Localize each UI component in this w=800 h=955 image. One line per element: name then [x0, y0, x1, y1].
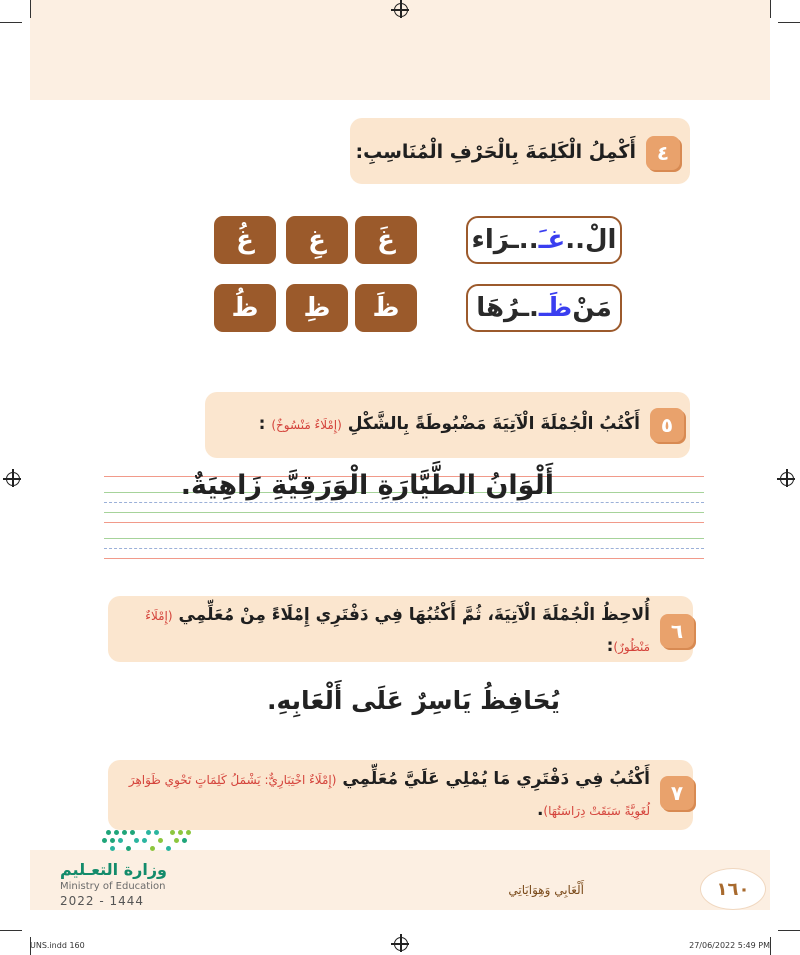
exercise-5-colon: : [258, 414, 266, 434]
exercise-6-number-badge: ٦ [660, 614, 694, 648]
exercise-5-instruction-text: أَكْتُبُ الْجُمْلَةَ الْآتِيَةَ مَضْبُوطَةً بِالشَّكْلِ [347, 414, 640, 434]
ministry-name-ar: وزارة التعـليم [60, 860, 167, 879]
guide-line [104, 558, 704, 559]
trim-mark [0, 930, 22, 931]
letter-option[interactable]: ظُ [214, 284, 276, 332]
print-timestamp: 27/06/2022 5:49 PM [689, 941, 770, 950]
trim-mark [770, 0, 771, 18]
registration-mark-icon [394, 3, 408, 17]
registration-mark-icon [780, 472, 794, 486]
word-end: .ـرُهَا [476, 293, 539, 323]
exercise-7-note: (إِمْلَاءٌ اخْتِبَارِيٌّ: يَشْمَلُ كَلِمَاتٍ تَحْوِي ظَوَاهِرَ لُغَوِيَّةً سَبَقَتْ دِرَاسَتُهَا) [128, 773, 650, 818]
ministry-logo-icon [100, 826, 196, 858]
exercise-5-instruction [259, 414, 640, 434]
word-start: مَنْ [572, 293, 612, 323]
exercise-7-instruction-text: أَكْتُبُ فِي دَفْتَرِي مَا يُمْلِي عَلَيَّ مُعَلِّمِي [342, 769, 650, 789]
letter-option[interactable]: غِ [286, 216, 348, 264]
exercise-6-note: (إِمْلَاءٌ مَنْظُورٌ) [145, 609, 650, 654]
letter-option[interactable]: ظَ [355, 284, 417, 332]
exercise-5-note: (إِمْلَاءٌ مَنْسُوخٌ) [271, 418, 342, 432]
letter-option[interactable]: غُ [214, 216, 276, 264]
letter-option[interactable]: غَ [355, 216, 417, 264]
exercise-5-sentence: أَلْوَانُ الطَّيَّارَةِ الْوَرَقِيَّةِ زَاهِيَةٌ. [180, 470, 554, 501]
exercise-6-instruction-text: أُلاحِظُ الْجُمْلَةَ الْآتِيَةَ، ثُمَّ أَكْتُبُهَا فِي دَفْتَرِي إِمْلَاءً مِنْ مُعَلِّمِي [178, 605, 650, 625]
trim-mark [778, 22, 800, 23]
exercise-5-number-badge: ٥ [650, 408, 684, 442]
page-number-text: ١٦٠ [716, 878, 750, 900]
word-blank: ظَـ [538, 293, 573, 323]
word-box-2 [466, 284, 622, 332]
print-file-name: UNS.indd 160 [30, 941, 85, 950]
exercise-6-instruction [110, 600, 650, 662]
registration-mark-icon [394, 937, 408, 951]
trim-mark [30, 0, 31, 18]
ministry-name-en: Ministry of Education [60, 881, 166, 892]
guide-line [104, 512, 704, 513]
exercise-6-sentence: يُحَافِظُ يَاسِرٌ عَلَى أَلْعَابِهِ. [266, 686, 560, 715]
exercise-7-number-badge: ٧ [660, 776, 694, 810]
word-start: الْ.. [565, 225, 617, 255]
trim-mark [778, 930, 800, 931]
edition-year: 2022 - 1444 [60, 894, 145, 908]
unit-title: أَلْعَابِي وَهِوَايَاتِي [508, 883, 584, 897]
page-number [700, 868, 766, 910]
guide-line [104, 538, 704, 539]
exercise-4-instruction: أَكْمِلُ الْكَلِمَةَ بِالْحَرْفِ الْمُنَاسِبِ: [355, 141, 636, 163]
registration-mark-icon [6, 472, 20, 486]
exercise-6-colon: : [606, 636, 614, 656]
word-blank: غـَ [538, 225, 566, 255]
trim-mark [770, 937, 771, 955]
trim-mark [0, 22, 22, 23]
exercise-7-end: . [536, 800, 544, 820]
guide-line [104, 548, 704, 549]
word-box-1 [466, 216, 622, 264]
word-end: ..ـرَاء [471, 225, 539, 255]
letter-option[interactable]: ظِ [286, 284, 348, 332]
guide-line [104, 502, 704, 503]
guide-line [104, 522, 704, 523]
exercise-4-number-badge: ٤ [646, 136, 680, 170]
exercise-7-instruction [110, 764, 650, 826]
